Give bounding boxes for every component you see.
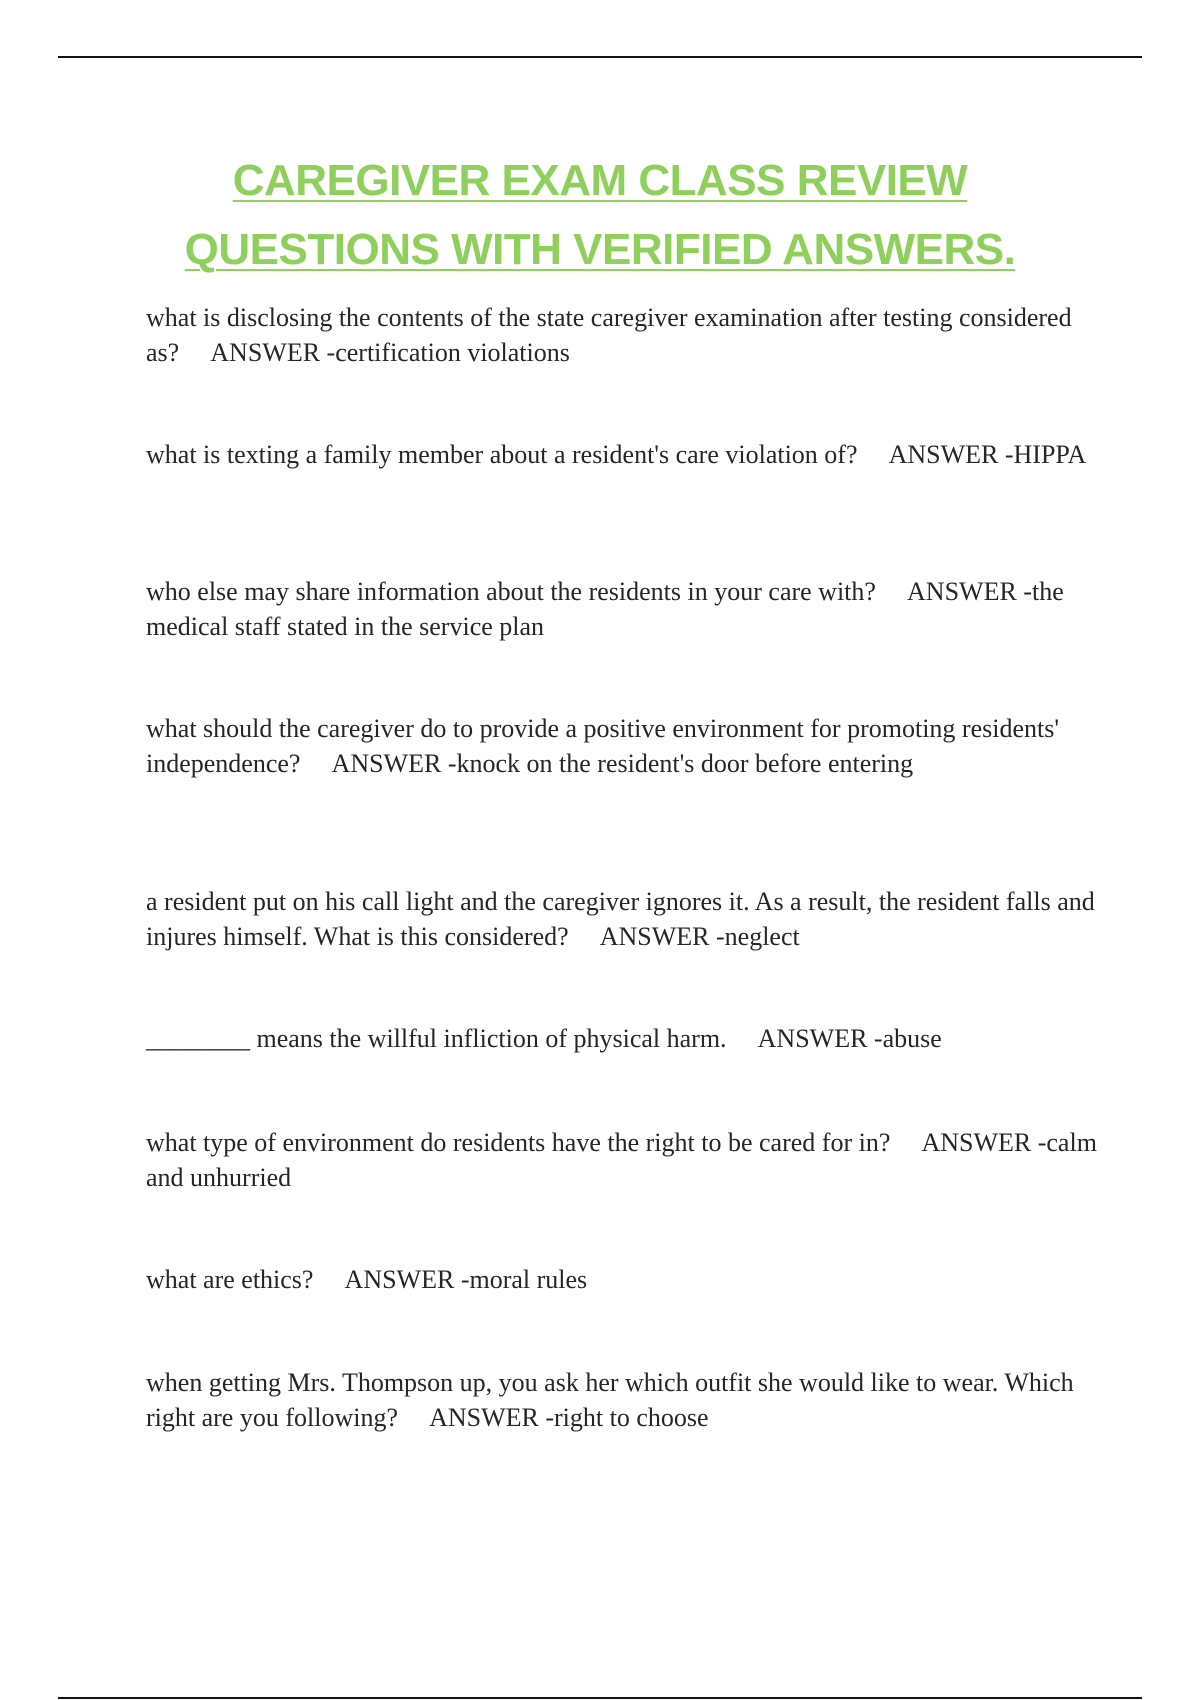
answer-text: calm and unhurried — [146, 1128, 1097, 1192]
answer-prefix: ANSWER - — [210, 338, 336, 367]
answer-prefix: ANSWER - — [429, 1403, 555, 1432]
title-line-2: QUESTIONS WITH VERIFIED ANSWERS. — [184, 225, 1016, 274]
question-text: who else may share information about the residents in your care with? — [146, 577, 876, 606]
qa-item — [146, 300, 1106, 370]
answer-text: right to choose — [554, 1403, 709, 1432]
top-rule — [58, 56, 1142, 58]
document-title — [0, 146, 1200, 284]
answer-prefix: ANSWER - — [888, 440, 1014, 469]
question-text: what is disclosing the contents of the state caregiver examination after testing considered as? — [146, 303, 1072, 367]
qa-item — [146, 884, 1106, 954]
qa-item — [146, 1365, 1106, 1435]
answer-text: abuse — [882, 1024, 942, 1053]
bottom-rule — [58, 1697, 1142, 1699]
question-text: a resident put on his call light and the caregiver ignores it. As a result, the resident falls and injures himself. What is this considered? — [146, 887, 1095, 951]
qa-item — [146, 574, 1106, 644]
question-text: when getting Mrs. Thompson up, you ask her which outfit she would like to wear. Which right are you following? — [146, 1368, 1074, 1432]
title-line-1: CAREGIVER EXAM CLASS REVIEW — [232, 156, 968, 205]
answer-text: HIPPA — [1013, 440, 1087, 469]
question-text: what should the caregiver do to provide a positive environment for promoting residents' independence? — [146, 714, 1060, 778]
answer-prefix: ANSWER - — [907, 577, 1032, 606]
answer-text: neglect — [724, 922, 800, 951]
question-text: what type of environment do residents have the right to be cared for in? — [146, 1128, 891, 1157]
answer-text: the medical staff stated in the service plan — [146, 577, 1064, 641]
qa-item — [146, 437, 1106, 472]
qa-item — [146, 711, 1106, 781]
question-text: what are ethics? — [146, 1265, 314, 1294]
answer-prefix: ANSWER - — [599, 922, 725, 951]
answer-prefix: ANSWER - — [331, 749, 457, 778]
qa-item — [146, 1262, 1106, 1297]
qa-item — [146, 1125, 1106, 1195]
question-text: what is texting a family member about a resident's care violation of? — [146, 440, 858, 469]
answer-text: moral rules — [469, 1265, 588, 1294]
question-text: ________ means the willful infliction of physical harm. — [146, 1024, 727, 1053]
qa-item — [146, 1021, 1106, 1056]
answer-prefix: ANSWER - — [344, 1265, 470, 1294]
answer-prefix: ANSWER - — [757, 1024, 883, 1053]
answer-text: certification violations — [335, 338, 570, 367]
answer-text: knock on the resident's door before entering — [456, 749, 914, 778]
answer-prefix: ANSWER - — [921, 1128, 1047, 1157]
